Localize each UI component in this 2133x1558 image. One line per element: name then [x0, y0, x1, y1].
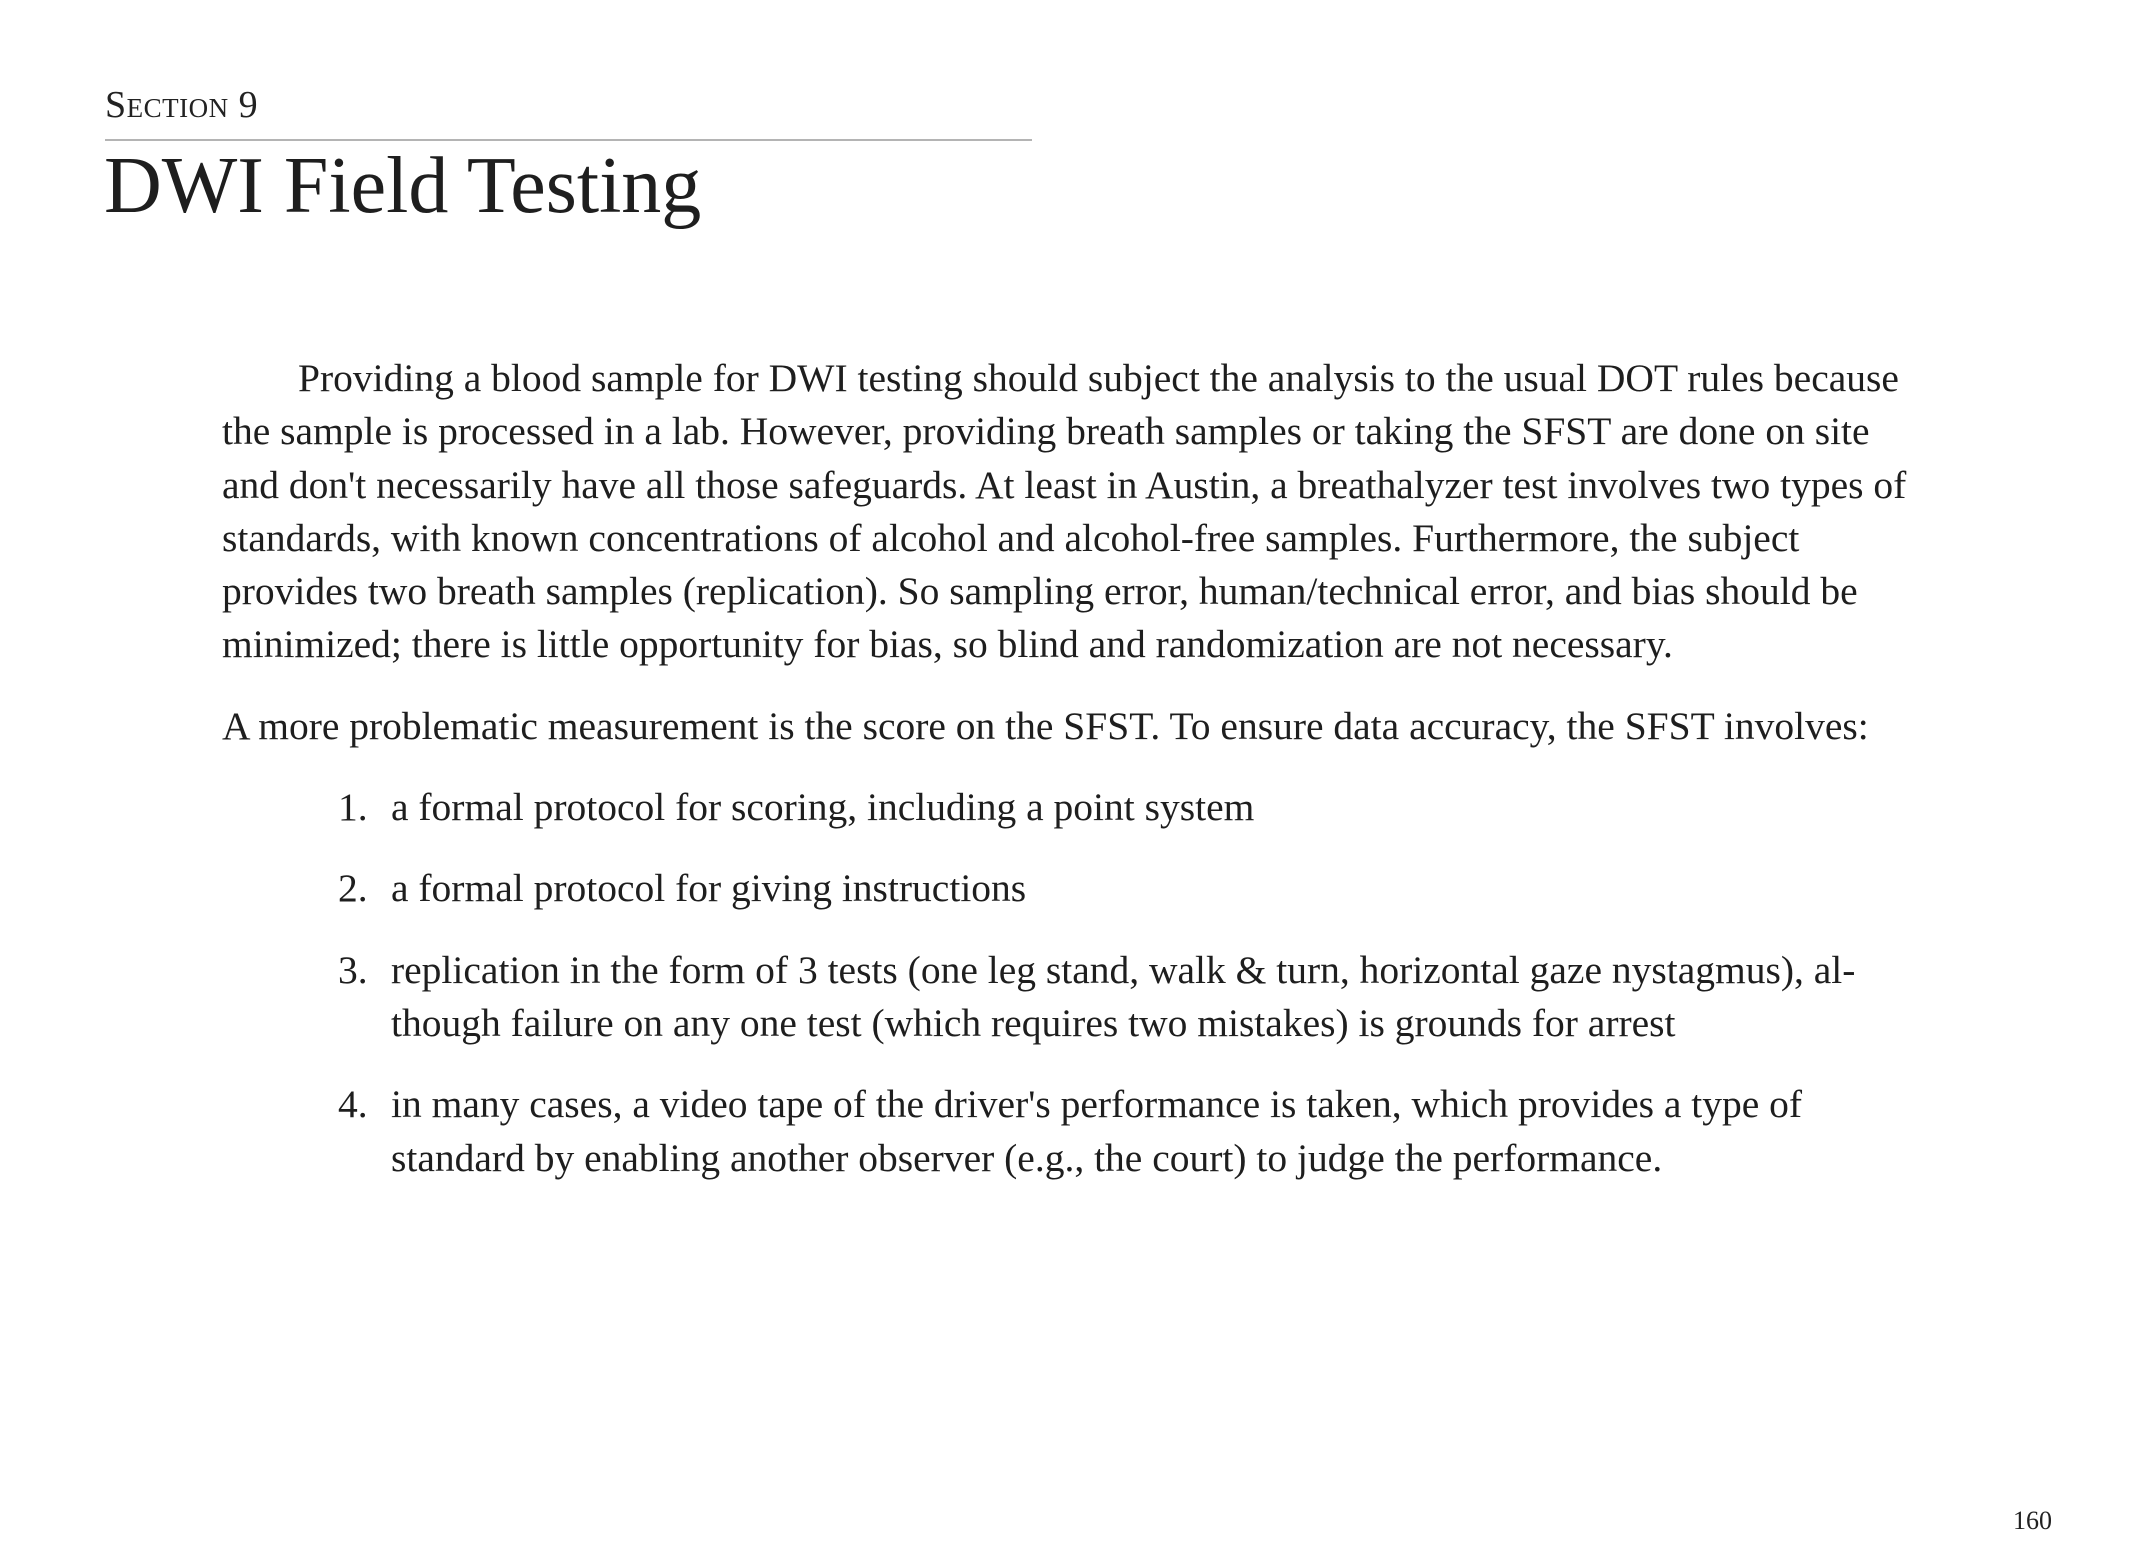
list-item [222, 944, 1922, 1051]
list-item-text: a formal protocol for giving instructions [391, 866, 1027, 911]
sfst-measures-list [222, 781, 1922, 1185]
list-item-number: 3. [338, 947, 368, 992]
list-item-number: 1. [338, 785, 368, 830]
list-item-number: 2. [338, 866, 368, 911]
page-number: 160 [2013, 1506, 2052, 1535]
list-item [222, 1078, 1922, 1185]
section-label: Section 9 [105, 84, 259, 126]
page-title: DWI Field Testing [104, 142, 702, 230]
list-item [222, 862, 1922, 915]
list-item [222, 781, 1922, 834]
paragraph-blood-breath-testing: Providing a blood sample for DWI testing should subject the analysis to the usual DOT rules because the sample is processed in a lab. However, providing breath samples or taking the SFST are done on site and don't necessarily have all those safeguards. At least in Austin, a breathalyzer test involves two types of standards, with known concentrations of alcohol and alcohol-free samples. Furthermore, the subject provides two breath samples (replication). So sampling error, human/technical error, and bias should be minimized; there is little opportunity for bias, so blind and randomization are not necessary. [222, 356, 1907, 667]
list-item-text: a formal protocol for scoring, including a point system [391, 785, 1255, 830]
body-text [222, 352, 1922, 1213]
list-item-text: replication in the form of 3 tests (one leg stand, walk & turn, horizontal gaze nystagmus), although failure on any one test (which requires two mistakes) is grounds for arrest [391, 947, 1856, 1045]
paragraph-sfst-intro: A more problematic measurement is the score on the SFST. To ensure data accuracy, the SFST involves: [222, 703, 1869, 748]
list-item-text: in many cases, a video tape of the driver's performance is taken, which provides a type of standard by enabling another observer (e.g., the court) to judge the performance. [391, 1082, 1803, 1180]
list-item-number: 4. [338, 1082, 368, 1127]
